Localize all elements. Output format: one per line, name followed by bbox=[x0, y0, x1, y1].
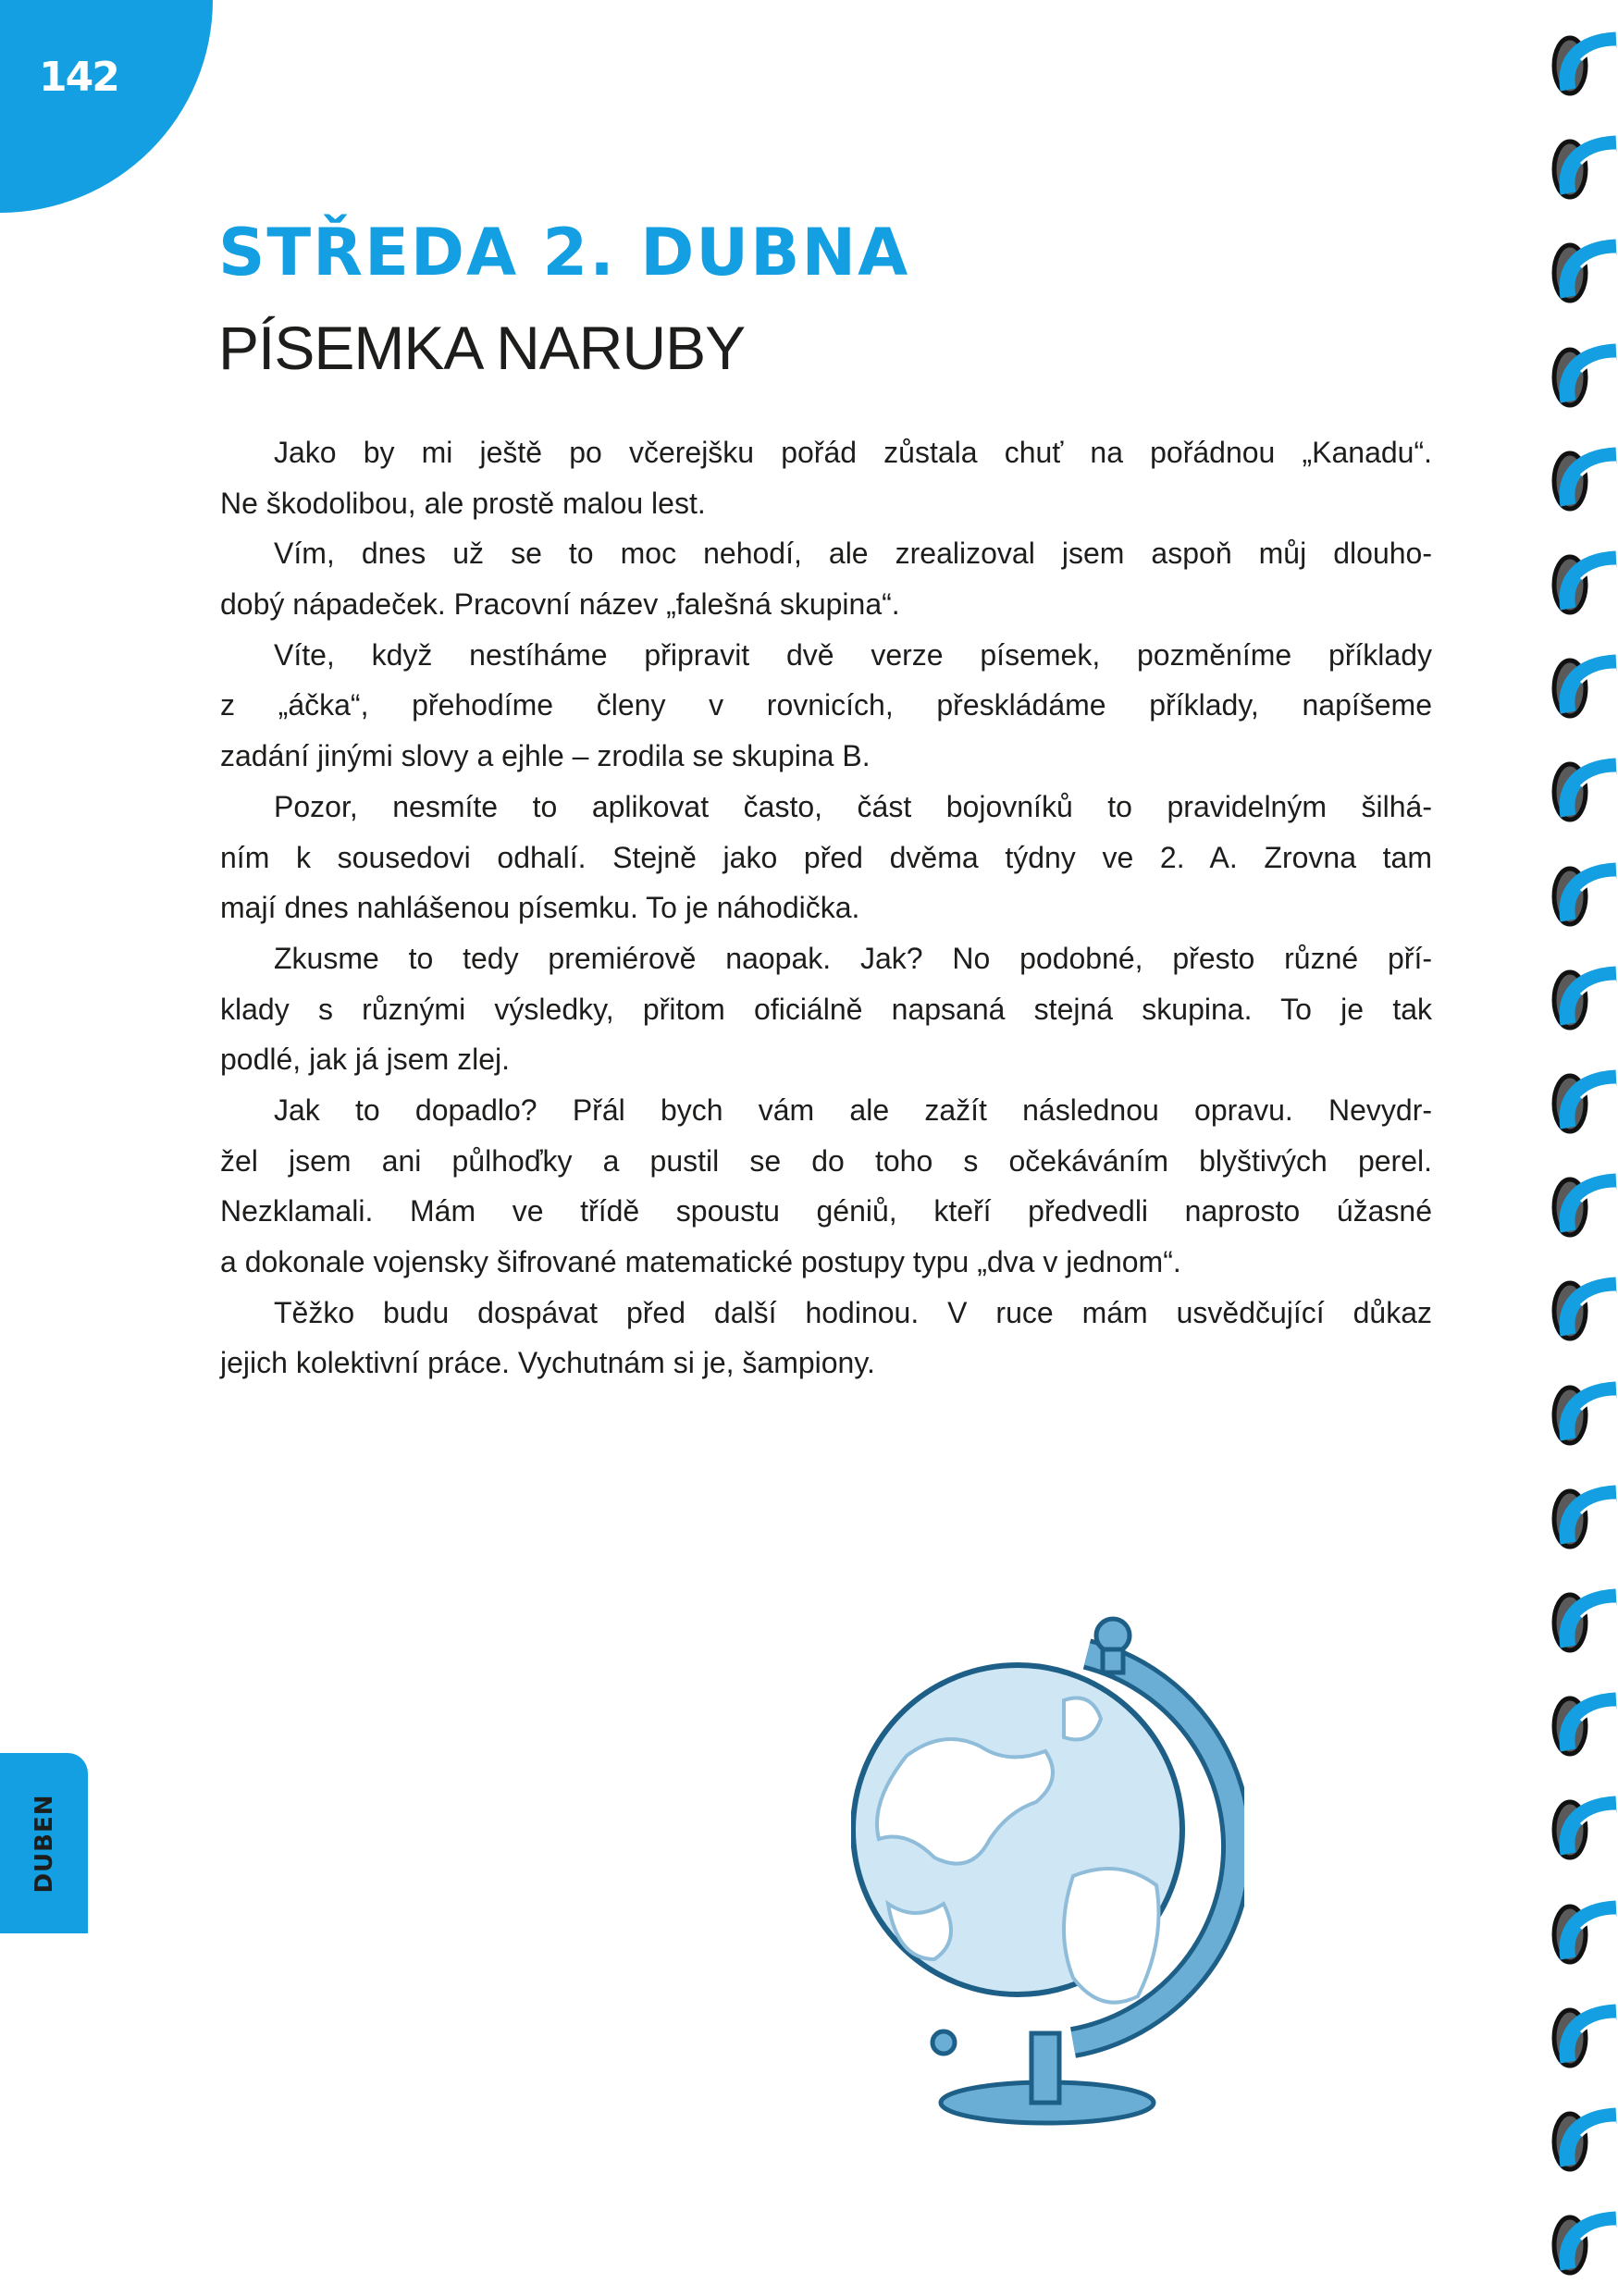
text-line: klady s různými výsledky, přitom oficiálně napsaná stejná skupina. To je tak bbox=[220, 992, 1432, 1026]
text-line: Pozor, nesmíte to aplikovat často, část bojovníků to pravidelným šilhá- bbox=[274, 789, 1432, 823]
text-line: Ne škodolibou, ale prostě malou lest. bbox=[220, 486, 706, 520]
spiral-ring-icon bbox=[1544, 127, 1618, 201]
spiral-ring-icon bbox=[1544, 957, 1618, 1031]
text-line: Víte, když nestíháme připravit dvě verze písemek, pozměníme příklady bbox=[274, 637, 1432, 672]
spiral-ring-icon bbox=[1544, 1061, 1618, 1135]
spiral-ring-icon bbox=[1544, 2203, 1618, 2277]
spiral-ring-icon bbox=[1544, 230, 1618, 304]
text-line: Vím, dnes už se to moc nehodí, ale zrealizoval jsem aspoň můj dlouho- bbox=[274, 537, 1432, 571]
spiral-ring-icon bbox=[1544, 1580, 1618, 1654]
page-number-badge-area bbox=[0, 0, 213, 213]
page-number-badge bbox=[0, 0, 213, 213]
spiral-ring-icon bbox=[1544, 2099, 1618, 2173]
spiral-ring-icon bbox=[1544, 1165, 1618, 1239]
spiral-ring-icon bbox=[1544, 1268, 1618, 1342]
spiral-ring-icon bbox=[1544, 1373, 1618, 1447]
spiral-ring-icon bbox=[1544, 749, 1618, 823]
page-number: 142 bbox=[39, 54, 118, 101]
text-line: zadání jinými slovy a ejhle – zrodila se skupina B. bbox=[220, 739, 871, 773]
text-line: mají dnes nahlášenou písemku. To je náhodička. bbox=[220, 891, 860, 925]
text-line: a dokonale vojensky šifrované matematické postupy typu „dva v jednom“. bbox=[220, 1245, 1181, 1278]
text-line: Jak to dopadlo? Přál bych vám ale zažít následnou opravu. Nevydr- bbox=[274, 1092, 1432, 1127]
body-text bbox=[220, 427, 1432, 1389]
text-line: dobý nápadeček. Pracovní název „falešná skupina“. bbox=[220, 587, 900, 622]
spiral-ring-icon bbox=[1544, 1892, 1618, 1966]
text-line: Nezklamali. Mám ve třídě spoustu géniů, kteří předvedli naprosto úžasné bbox=[220, 1194, 1432, 1228]
text-line: Zkusme to tedy premiérově naopak. Jak? No podobné, přesto různé pří- bbox=[274, 941, 1432, 975]
page-title: PÍSEMKA NARUBY bbox=[218, 314, 746, 382]
spiral-ring-icon bbox=[1544, 23, 1618, 97]
text-line: Těžko budu dospávat před další hodinou. V ruce mám usvědčující důkaz bbox=[274, 1295, 1432, 1329]
spiral-ring-icon bbox=[1544, 1684, 1618, 1758]
text-line: Jako by mi ještě po včerejšku pořád zůstala chuť na pořádnou „Kanadu“. bbox=[274, 436, 1432, 469]
text-line: podlé, jak já jsem zlej. bbox=[220, 1043, 511, 1077]
spiral-ring-icon bbox=[1544, 1476, 1618, 1550]
spiral-ring-icon bbox=[1544, 335, 1618, 409]
text-line: ním k sousedovi odhalí. Stejně jako před dvěma týdny ve 2. A. Zrovna tam bbox=[220, 840, 1432, 874]
spiral-ring-icon bbox=[1544, 1787, 1618, 1861]
month-tab bbox=[0, 1753, 88, 1933]
text-line: žel jsem ani půlhoďky a pustil se do toho s očekáváním blyštivých perel. bbox=[220, 1143, 1432, 1178]
spiral-ring-icon bbox=[1544, 542, 1618, 616]
spiral-ring-icon bbox=[1544, 1995, 1618, 2069]
month-tab-label: DUBEN bbox=[30, 1793, 58, 1894]
date-heading: STŘEDA 2. DUBNA bbox=[218, 215, 910, 290]
globe-illustration bbox=[851, 1599, 1244, 2135]
text-line: z „áčka“, přehodíme členy v rovnicích, přeskládáme příklady, napíšeme bbox=[220, 688, 1432, 722]
text-line: jejich kolektivní práce. Vychutnám si je, šampiony. bbox=[220, 1346, 875, 1380]
spiral-ring-icon bbox=[1544, 646, 1618, 720]
spiral-ring-icon bbox=[1544, 854, 1618, 928]
spiral-ring-icon bbox=[1544, 438, 1618, 512]
